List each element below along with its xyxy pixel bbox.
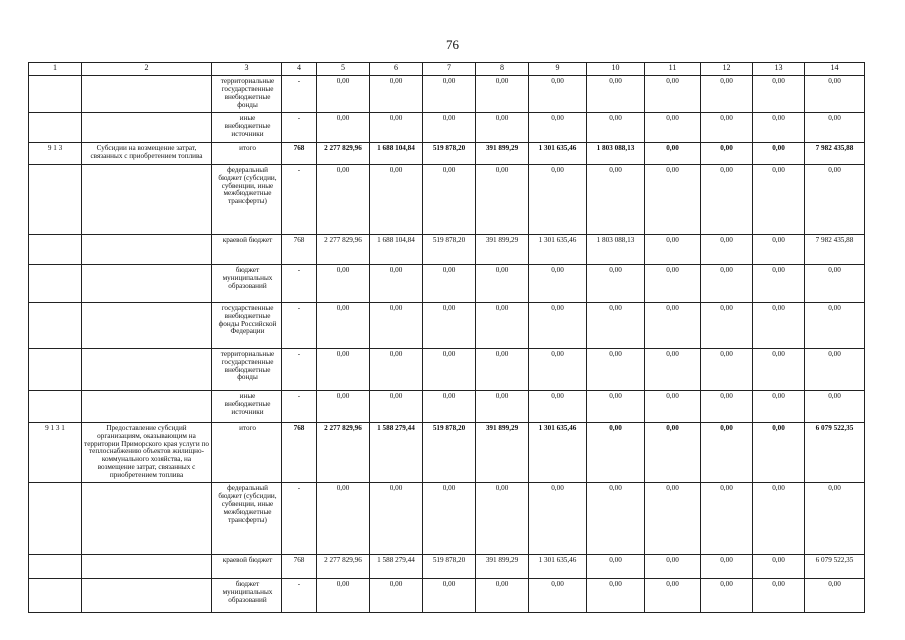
table-row <box>29 164 865 234</box>
table-cell: 0,00 <box>370 483 423 555</box>
table-cell: 0,00 <box>753 422 805 482</box>
table-cell: 0,00 <box>423 264 476 302</box>
table-row <box>29 483 865 555</box>
row-description <box>82 302 212 348</box>
table-cell: 0,00 <box>645 390 701 422</box>
table-cell: 0,00 <box>587 302 645 348</box>
table-cell: 1 301 635,46 <box>529 422 587 482</box>
table-cell: 0,00 <box>587 112 645 142</box>
table-cell: 0,00 <box>423 483 476 555</box>
row-code <box>29 112 82 142</box>
table-cell: 0,00 <box>587 264 645 302</box>
table-cell: - <box>282 579 317 613</box>
table-cell: 0,00 <box>753 264 805 302</box>
funding-source: итого <box>212 142 282 164</box>
table-cell: 0,00 <box>753 234 805 264</box>
table-cell: 0,00 <box>753 579 805 613</box>
funding-source: федеральный бюджет (субсидии, субвенции, иные межбюджетные трансферты) <box>212 483 282 555</box>
table-cell: 0,00 <box>529 112 587 142</box>
table-row <box>29 422 865 482</box>
table-cell: 0,00 <box>753 112 805 142</box>
table-cell: 0,00 <box>753 483 805 555</box>
table-cell: 0,00 <box>587 422 645 482</box>
table-cell: 0,00 <box>587 579 645 613</box>
table-cell: 0,00 <box>753 555 805 579</box>
table-cell: 0,00 <box>645 555 701 579</box>
table-cell: 0,00 <box>645 579 701 613</box>
row-description <box>82 483 212 555</box>
table-cell: 0,00 <box>423 348 476 390</box>
funding-source: итого <box>212 422 282 482</box>
table-cell: 0,00 <box>701 555 753 579</box>
table-cell: - <box>282 164 317 234</box>
row-code: 9 1 3 1 <box>29 422 82 482</box>
header-row <box>29 63 865 76</box>
table-cell: 0,00 <box>317 264 370 302</box>
table-cell: 0,00 <box>805 579 865 613</box>
column-header: 4 <box>282 63 317 76</box>
table-cell: 0,00 <box>529 264 587 302</box>
table-cell: 0,00 <box>529 390 587 422</box>
row-code <box>29 234 82 264</box>
table-cell: 0,00 <box>370 76 423 113</box>
table-cell: 1 301 635,46 <box>529 555 587 579</box>
row-code: 9 1 3 <box>29 142 82 164</box>
table-row <box>29 76 865 113</box>
table-cell: 0,00 <box>317 302 370 348</box>
table-cell: 1 301 635,46 <box>529 234 587 264</box>
row-code <box>29 483 82 555</box>
column-header: 10 <box>587 63 645 76</box>
table-cell: 0,00 <box>753 302 805 348</box>
column-header: 14 <box>805 63 865 76</box>
row-code <box>29 555 82 579</box>
table-cell: 391 899,29 <box>476 142 529 164</box>
table-cell: 0,00 <box>805 264 865 302</box>
row-code <box>29 390 82 422</box>
table-cell: 0,00 <box>476 348 529 390</box>
table-cell: 0,00 <box>701 112 753 142</box>
funding-source: краевой бюджет <box>212 555 282 579</box>
table-cell: - <box>282 483 317 555</box>
row-description <box>82 579 212 613</box>
table-cell: - <box>282 264 317 302</box>
row-description <box>82 76 212 113</box>
table-row <box>29 390 865 422</box>
table-cell: 0,00 <box>529 76 587 113</box>
funding-source: территориальные государственные внебюджетные фонды <box>212 348 282 390</box>
table-cell: 2 277 829,96 <box>317 555 370 579</box>
table-row <box>29 142 865 164</box>
row-description: Субсидии на возмещение затрат, связанных с приобретением топлива <box>82 142 212 164</box>
table-cell: 0,00 <box>753 164 805 234</box>
table-row <box>29 555 865 579</box>
table-cell: 1 803 088,13 <box>587 234 645 264</box>
table-cell: 0,00 <box>476 112 529 142</box>
table-cell: - <box>282 112 317 142</box>
table-cell: 0,00 <box>645 234 701 264</box>
column-header: 3 <box>212 63 282 76</box>
table-cell: - <box>282 348 317 390</box>
row-code <box>29 348 82 390</box>
table-cell: 0,00 <box>317 348 370 390</box>
table-cell: 0,00 <box>370 348 423 390</box>
column-header: 12 <box>701 63 753 76</box>
table-cell: 0,00 <box>423 112 476 142</box>
column-header: 8 <box>476 63 529 76</box>
table-cell: 519 878,20 <box>423 555 476 579</box>
column-header: 5 <box>317 63 370 76</box>
table-cell: 519 878,20 <box>423 142 476 164</box>
table-cell: 0,00 <box>423 579 476 613</box>
table-cell: 768 <box>282 422 317 482</box>
table-cell: 1 588 279,44 <box>370 555 423 579</box>
table-cell: 0,00 <box>587 483 645 555</box>
table-cell: 2 277 829,96 <box>317 142 370 164</box>
funding-source: иные внебюджетные источники <box>212 390 282 422</box>
table-cell: 0,00 <box>645 142 701 164</box>
table-cell: 0,00 <box>805 483 865 555</box>
table-cell: 391 899,29 <box>476 422 529 482</box>
table-cell: 0,00 <box>805 302 865 348</box>
table-cell: 0,00 <box>701 234 753 264</box>
table-cell: 0,00 <box>805 76 865 113</box>
column-header: 7 <box>423 63 476 76</box>
table-cell: 0,00 <box>805 112 865 142</box>
table-cell: 0,00 <box>701 390 753 422</box>
row-code <box>29 264 82 302</box>
table-cell: 0,00 <box>529 302 587 348</box>
table-cell: 1 588 279,44 <box>370 422 423 482</box>
row-code <box>29 76 82 113</box>
table-cell: 0,00 <box>476 264 529 302</box>
table-cell: 0,00 <box>529 164 587 234</box>
table-cell: 0,00 <box>370 390 423 422</box>
table-cell: 0,00 <box>645 164 701 234</box>
table-cell: 0,00 <box>701 483 753 555</box>
table-cell: 0,00 <box>701 264 753 302</box>
funding-source: бюджет муниципальных образований <box>212 579 282 613</box>
table-cell: 2 277 829,96 <box>317 422 370 482</box>
column-header: 11 <box>645 63 701 76</box>
table-row <box>29 302 865 348</box>
table-cell: 0,00 <box>476 76 529 113</box>
table-cell: 519 878,20 <box>423 422 476 482</box>
table-cell: 0,00 <box>423 76 476 113</box>
table-cell: 0,00 <box>370 302 423 348</box>
table-cell: 0,00 <box>476 579 529 613</box>
table-cell: 7 982 435,88 <box>805 234 865 264</box>
table-cell: 0,00 <box>645 112 701 142</box>
table-cell: 0,00 <box>753 390 805 422</box>
table-cell: 0,00 <box>317 164 370 234</box>
table-cell: - <box>282 76 317 113</box>
table-cell: 519 878,20 <box>423 234 476 264</box>
table-cell: 0,00 <box>370 112 423 142</box>
table-cell: 0,00 <box>587 76 645 113</box>
table-cell: - <box>282 390 317 422</box>
table-cell: 6 079 522,35 <box>805 422 865 482</box>
row-code <box>29 164 82 234</box>
table-row <box>29 348 865 390</box>
table-cell: 391 899,29 <box>476 234 529 264</box>
table-cell: 7 982 435,88 <box>805 142 865 164</box>
table-cell: 0,00 <box>317 112 370 142</box>
table-cell: 0,00 <box>423 164 476 234</box>
table-cell: 768 <box>282 555 317 579</box>
table-cell: 768 <box>282 142 317 164</box>
table-cell: 0,00 <box>645 348 701 390</box>
funding-source: федеральный бюджет (субсидии, субвенции, иные межбюджетные трансферты) <box>212 164 282 234</box>
funding-source: бюджет муниципальных образований <box>212 264 282 302</box>
row-description <box>82 348 212 390</box>
row-description <box>82 390 212 422</box>
table-cell: 0,00 <box>753 76 805 113</box>
table-cell: 0,00 <box>317 390 370 422</box>
table-cell: 391 899,29 <box>476 555 529 579</box>
table-cell: 0,00 <box>529 348 587 390</box>
table-cell: 0,00 <box>370 264 423 302</box>
table-cell: 0,00 <box>317 76 370 113</box>
table-cell: 0,00 <box>317 483 370 555</box>
column-header: 1 <box>29 63 82 76</box>
table-cell: - <box>282 302 317 348</box>
table-cell: 1 688 104,84 <box>370 142 423 164</box>
table-cell: 0,00 <box>476 390 529 422</box>
table-cell: 768 <box>282 234 317 264</box>
table-cell: 0,00 <box>645 422 701 482</box>
table-cell: 0,00 <box>701 76 753 113</box>
table-row <box>29 234 865 264</box>
table-cell: 0,00 <box>805 164 865 234</box>
row-code <box>29 579 82 613</box>
table-cell: 0,00 <box>701 164 753 234</box>
table-row <box>29 264 865 302</box>
table-cell: 0,00 <box>645 483 701 555</box>
column-header: 13 <box>753 63 805 76</box>
page-number: 76 <box>446 37 459 52</box>
table-cell: 0,00 <box>645 264 701 302</box>
table-cell: 0,00 <box>587 164 645 234</box>
funding-source: государственные внебюджетные фонды Российской Федерации <box>212 302 282 348</box>
funding-source: краевой бюджет <box>212 234 282 264</box>
table-cell: 2 277 829,96 <box>317 234 370 264</box>
table-cell: 0,00 <box>587 555 645 579</box>
table-cell: 0,00 <box>805 390 865 422</box>
row-description <box>82 164 212 234</box>
table-cell: 0,00 <box>529 483 587 555</box>
table-cell: 0,00 <box>317 579 370 613</box>
table-cell: 0,00 <box>370 579 423 613</box>
table-cell: 0,00 <box>701 348 753 390</box>
table-cell: 0,00 <box>476 302 529 348</box>
table-cell: 0,00 <box>370 164 423 234</box>
table-cell: 0,00 <box>753 142 805 164</box>
table-row <box>29 579 865 613</box>
table-cell: 0,00 <box>423 302 476 348</box>
funding-source: территориальные государственные внебюджетные фонды <box>212 76 282 113</box>
table-cell: 0,00 <box>701 142 753 164</box>
row-description <box>82 112 212 142</box>
table-cell: 0,00 <box>587 348 645 390</box>
row-code <box>29 302 82 348</box>
table-cell: 0,00 <box>701 579 753 613</box>
column-header: 6 <box>370 63 423 76</box>
table-cell: 1 301 635,46 <box>529 142 587 164</box>
table-cell: 1 803 088,13 <box>587 142 645 164</box>
table-cell: 0,00 <box>753 348 805 390</box>
column-header: 2 <box>82 63 212 76</box>
table-cell: 0,00 <box>476 483 529 555</box>
table-cell: 0,00 <box>701 422 753 482</box>
row-description <box>82 234 212 264</box>
table-cell: 0,00 <box>476 164 529 234</box>
table-row <box>29 112 865 142</box>
row-description <box>82 264 212 302</box>
column-header: 9 <box>529 63 587 76</box>
table-cell: 1 688 104,84 <box>370 234 423 264</box>
funding-source: иные внебюджетные источники <box>212 112 282 142</box>
table-cell: 0,00 <box>529 579 587 613</box>
row-description: Предоставление субсидий организациям, оказывающим на территории Приморского края услуги по теплоснабжению объектов жилищно-коммунального хозяйства, на возмещение затрат, связанных с приобретением топлива <box>82 422 212 482</box>
table-cell: 0,00 <box>645 76 701 113</box>
table-cell: 6 079 522,35 <box>805 555 865 579</box>
row-description <box>82 555 212 579</box>
table-cell: 0,00 <box>645 302 701 348</box>
table-cell: 0,00 <box>701 302 753 348</box>
table-cell: 0,00 <box>423 390 476 422</box>
table-cell: 0,00 <box>805 348 865 390</box>
budget-table <box>28 62 865 613</box>
table-cell: 0,00 <box>587 390 645 422</box>
